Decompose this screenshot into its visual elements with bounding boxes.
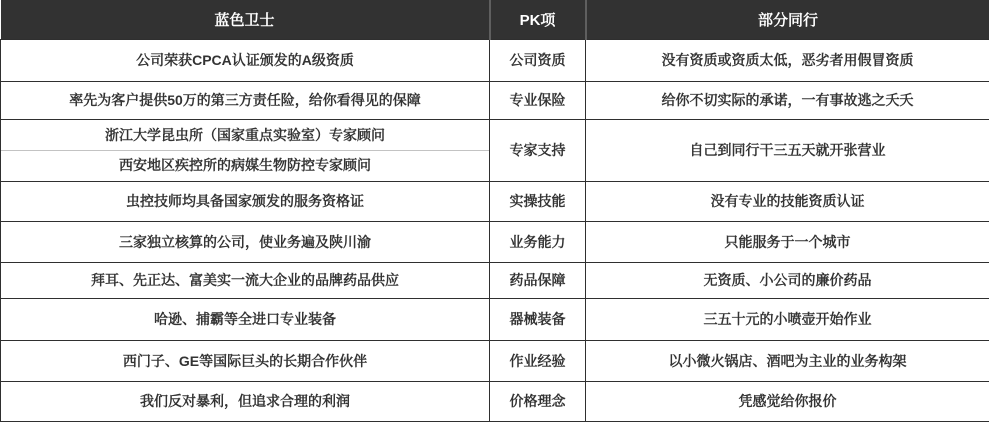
pk-cell: 业务能力 bbox=[490, 221, 586, 262]
ours-line-1: 浙江大学昆虫所（国家重点实验室）专家顾问 bbox=[1, 120, 489, 151]
ours-cell: 我们反对暴利，但追求合理的利润 bbox=[1, 381, 490, 421]
ours-cell: 虫控技师均具备国家颁发的服务资格证 bbox=[1, 181, 490, 221]
header-pk: PK项 bbox=[490, 0, 586, 39]
table-row bbox=[1, 298, 989, 340]
pk-cell: 器械装备 bbox=[490, 298, 586, 340]
table-row bbox=[1, 381, 989, 421]
table-row bbox=[1, 81, 989, 119]
peers-cell: 自己到同行干三五天就开张营业 bbox=[586, 119, 989, 181]
peers-cell: 凭感觉给你报价 bbox=[586, 381, 989, 421]
pk-cell: 专业保险 bbox=[490, 81, 586, 119]
peers-cell: 只能服务于一个城市 bbox=[586, 221, 989, 262]
ours-cell: 公司荣获CPCA认证颁发的A级资质 bbox=[1, 39, 490, 81]
pk-cell: 药品保障 bbox=[490, 262, 586, 298]
table-row bbox=[1, 181, 989, 221]
peers-cell: 三五十元的小喷壶开始作业 bbox=[586, 298, 989, 340]
pk-cell: 实操技能 bbox=[490, 181, 586, 221]
ours-cell: 三家独立核算的公司，使业务遍及陕川渝 bbox=[1, 221, 490, 262]
table-row bbox=[1, 340, 989, 381]
ours-cell bbox=[1, 119, 490, 181]
ours-line-2: 西安地区疾控所的病媒生物防控专家顾问 bbox=[1, 151, 489, 181]
pk-cell: 专家支持 bbox=[490, 119, 586, 181]
pk-cell: 价格理念 bbox=[490, 381, 586, 421]
ours-cell: 哈逊、捕霸等全进口专业装备 bbox=[1, 298, 490, 340]
pk-cell: 作业经验 bbox=[490, 340, 586, 381]
table-row bbox=[1, 119, 989, 181]
table-row bbox=[1, 39, 989, 81]
pk-cell: 公司资质 bbox=[490, 39, 586, 81]
header-ours: 蓝色卫士 bbox=[1, 0, 490, 39]
peers-cell: 以小微火锅店、酒吧为主业的业务构架 bbox=[586, 340, 989, 381]
ours-cell: 率先为客户提供50万的第三方责任险，给你看得见的保障 bbox=[1, 81, 490, 119]
ours-cell: 拜耳、先正达、富美实一流大企业的品牌药品供应 bbox=[1, 262, 490, 298]
peers-cell: 没有专业的技能资质认证 bbox=[586, 181, 989, 221]
peers-cell: 无资质、小公司的廉价药品 bbox=[586, 262, 989, 298]
peers-cell: 给你不切实际的承诺，一有事故逃之夭夭 bbox=[586, 81, 989, 119]
header-row bbox=[1, 0, 989, 39]
ours-cell: 西门子、GE等国际巨头的长期合作伙伴 bbox=[1, 340, 490, 381]
table-row bbox=[1, 262, 989, 298]
header-peers: 部分同行 bbox=[586, 0, 989, 39]
table-row bbox=[1, 221, 989, 262]
peers-cell: 没有资质或资质太低，恶劣者用假冒资质 bbox=[586, 39, 989, 81]
